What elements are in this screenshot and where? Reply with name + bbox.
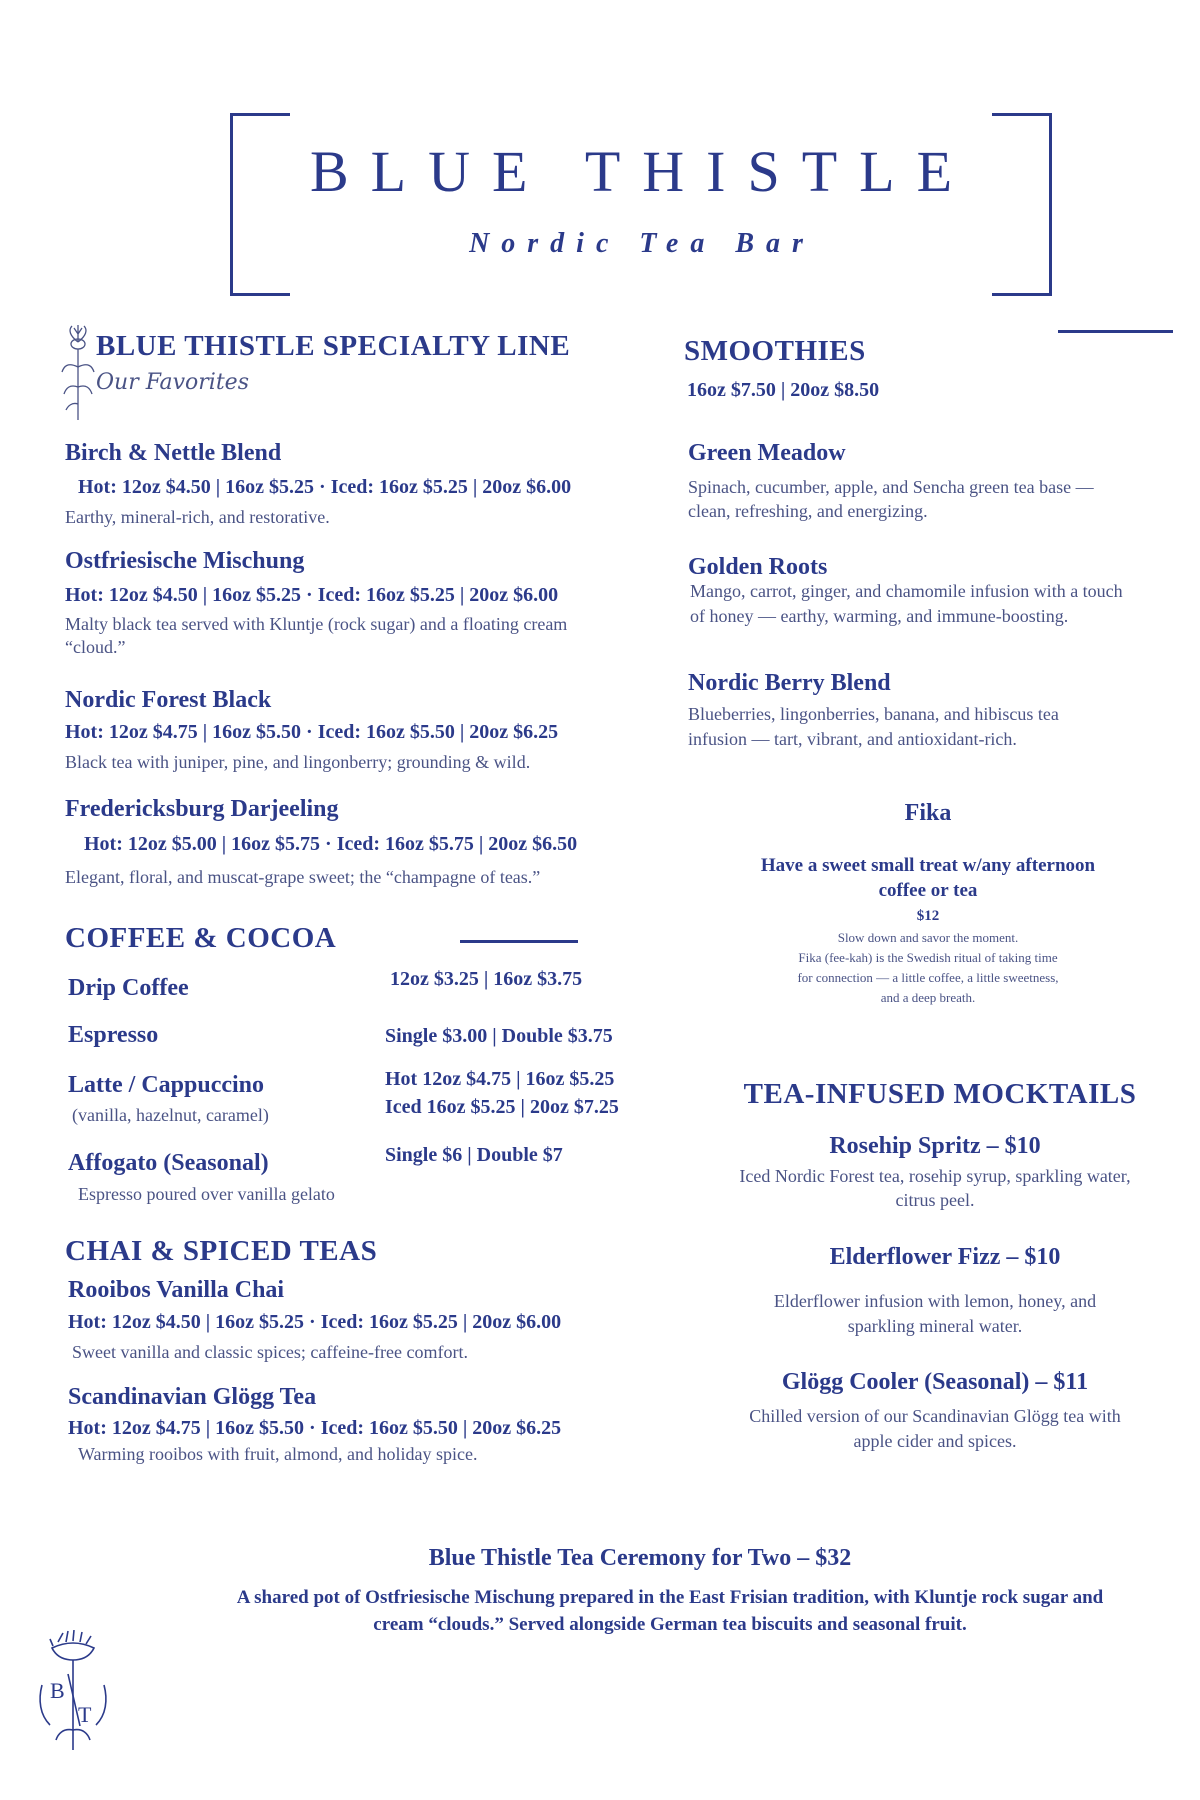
mocktails-heading: TEA-INFUSED MOCKTAILS (743, 1078, 1137, 1110)
divider (1058, 330, 1173, 333)
menu-item-desc: apple cider and spices. (853, 1431, 1017, 1451)
menu-item-price: Hot: 12oz $4.75 | 16oz $5.50 · Iced: 16oz $5.50 | 20oz $6.25 (65, 721, 559, 743)
menu-item-price: Hot: 12oz $4.50 | 16oz $5.25 · Iced: 16oz $5.25 | 20oz $6.00 (68, 1311, 562, 1333)
menu-item-name: Affogato (Seasonal) (68, 1150, 269, 1176)
menu-item-price: Hot: 12oz $4.50 | 16oz $5.25 · Iced: 16oz $5.25 | 20oz $6.00 (78, 476, 572, 498)
menu-item-price: 12oz $3.25 | 16oz $3.75 (390, 968, 583, 990)
menu-item-name: Rosehip Spritz – $10 (829, 1133, 1041, 1159)
menu-item-name: Birch & Nettle Blend (65, 440, 282, 466)
menu-item-name: Green Meadow (688, 440, 846, 466)
ceremony-title-text: Blue Thistle Tea Ceremony for Two – $32 (428, 1545, 852, 1571)
menu-item-desc: infusion — tart, vibrant, and antioxidant-rich. (688, 729, 1017, 749)
ceremony-desc: A shared pot of Ostfriesische Mischung prepared in the East Frisian tradition, with Kluntje rock sugar and (236, 1587, 1104, 1608)
page-subtitle: Nordic Tea Bar (469, 228, 815, 259)
menu-item-price: Single $6 | Double $7 (385, 1144, 563, 1166)
menu-item-name: Scandinavian Glögg Tea (68, 1384, 317, 1410)
menu-item-name: Espresso (68, 1022, 159, 1048)
menu-item-name: Elderflower Fizz – $10 (829, 1244, 1061, 1270)
menu-item-desc: Earthy, mineral-rich, and restorative. (65, 507, 330, 527)
menu-item-price: Hot 12oz $4.75 | 16oz $5.25 (385, 1068, 615, 1090)
fika-note: for connection — a little coffee, a little sweetness, (797, 970, 1059, 985)
menu-item-desc: Black tea with juniper, pine, and lingonberry; grounding & wild. (65, 752, 531, 772)
fika-note: Fika (fee-kah) is the Swedish ritual of taking time (798, 950, 1058, 965)
fika-note: Slow down and savor the moment. (837, 930, 1019, 945)
menu-item-desc: Warming rooibos with fruit, almond, and holiday spice. (78, 1444, 478, 1464)
menu-item-desc: Elderflower infusion with lemon, honey, and (773, 1291, 1097, 1311)
menu-item-name: Rooibos Vanilla Chai (68, 1277, 285, 1303)
fika-heading: Fika (904, 800, 952, 826)
smoothies-price: 16oz $7.50 | 20oz $8.50 (687, 379, 880, 401)
menu-item-name: Latte / Cappuccino (68, 1072, 265, 1098)
menu-item-name: Nordic Forest Black (65, 687, 272, 713)
smoothies-heading: SMOOTHIES (684, 335, 866, 367)
menu-item-desc: Chilled version of our Scandinavian Glögg tea with (749, 1406, 1121, 1426)
page-title: BLUE THISTLE (309, 139, 975, 204)
menu-item-desc: citrus peel. (895, 1190, 975, 1210)
thistle-icon (58, 322, 98, 422)
menu-item-name: Drip Coffee (68, 975, 189, 1001)
menu-item-name: Fredericksburg Darjeeling (65, 796, 339, 822)
chai-heading: CHAI & SPICED TEAS (65, 1235, 378, 1267)
menu-item-desc: sparkling mineral water. (847, 1316, 1023, 1336)
svg-text:T: T (78, 1702, 92, 1727)
menu-item-desc: clean, refreshing, and energizing. (688, 501, 928, 521)
menu-item-desc: Blueberries, lingonberries, banana, and hibiscus tea (688, 704, 1059, 724)
divider (460, 940, 578, 943)
specialty-tagline: Our Favorites (96, 370, 249, 395)
menu-item-desc: Malty black tea served with Kluntje (rock sugar) and a floating cream “cloud.” (65, 614, 568, 658)
menu-item-note: (vanilla, hazelnut, caramel) (72, 1105, 269, 1125)
logo (28, 1630, 118, 1755)
menu-item-desc: Elegant, floral, and muscat-grape sweet; the “champagne of teas.” (65, 867, 541, 887)
menu-item-desc: Iced Nordic Forest tea, rosehip syrup, sparkling water, (739, 1166, 1131, 1186)
fika-line: Have a sweet small treat w/any afternoon (760, 855, 1096, 876)
menu-item-desc: Espresso poured over vanilla gelato (78, 1184, 335, 1204)
menu-item-price: Hot: 12oz $5.00 | 16oz $5.75 · Iced: 16oz $5.75 | 20oz $6.50 (84, 833, 578, 855)
menu-item-desc: of honey — earthy, warming, and immune-boosting. (690, 606, 1069, 626)
fika-price: $12 (916, 908, 940, 924)
ceremony-desc: cream “clouds.” Served alongside German tea biscuits and seasonal fruit. (373, 1614, 967, 1635)
menu-item-name: Nordic Berry Blend (688, 670, 891, 696)
coffee-heading: COFFEE & COCOA (65, 922, 337, 954)
menu-item-price: Hot: 12oz $4.50 | 16oz $5.25 · Iced: 16oz $5.25 | 20oz $6.00 (65, 584, 559, 606)
svg-text:B: B (50, 1678, 65, 1703)
fika-line: coffee or tea (878, 880, 978, 901)
menu-item-name: Golden Roots (688, 554, 828, 580)
menu-item-price: Single $3.00 | Double $3.75 (385, 1025, 613, 1047)
menu-item-price: Iced 16oz $5.25 | 20oz $7.25 (385, 1096, 619, 1118)
ceremony-title (0, 1545, 1200, 1572)
menu-item-desc: Sweet vanilla and classic spices; caffeine-free comfort. (72, 1342, 468, 1362)
menu-item-price: Hot: 12oz $4.75 | 16oz $5.50 · Iced: 16oz $5.50 | 20oz $6.25 (68, 1417, 562, 1439)
menu-item-desc: Spinach, cucumber, apple, and Sencha green tea base — (688, 477, 1094, 497)
menu-item-desc: Mango, carrot, ginger, and chamomile infusion with a touch (690, 581, 1123, 601)
menu-item-name: Ostfriesische Mischung (65, 548, 305, 574)
fika-note: and a deep breath. (880, 990, 976, 1005)
menu-item-name: Glögg Cooler (Seasonal) – $11 (781, 1369, 1089, 1395)
specialty-heading: BLUE THISTLE SPECIALTY LINE (96, 330, 571, 362)
